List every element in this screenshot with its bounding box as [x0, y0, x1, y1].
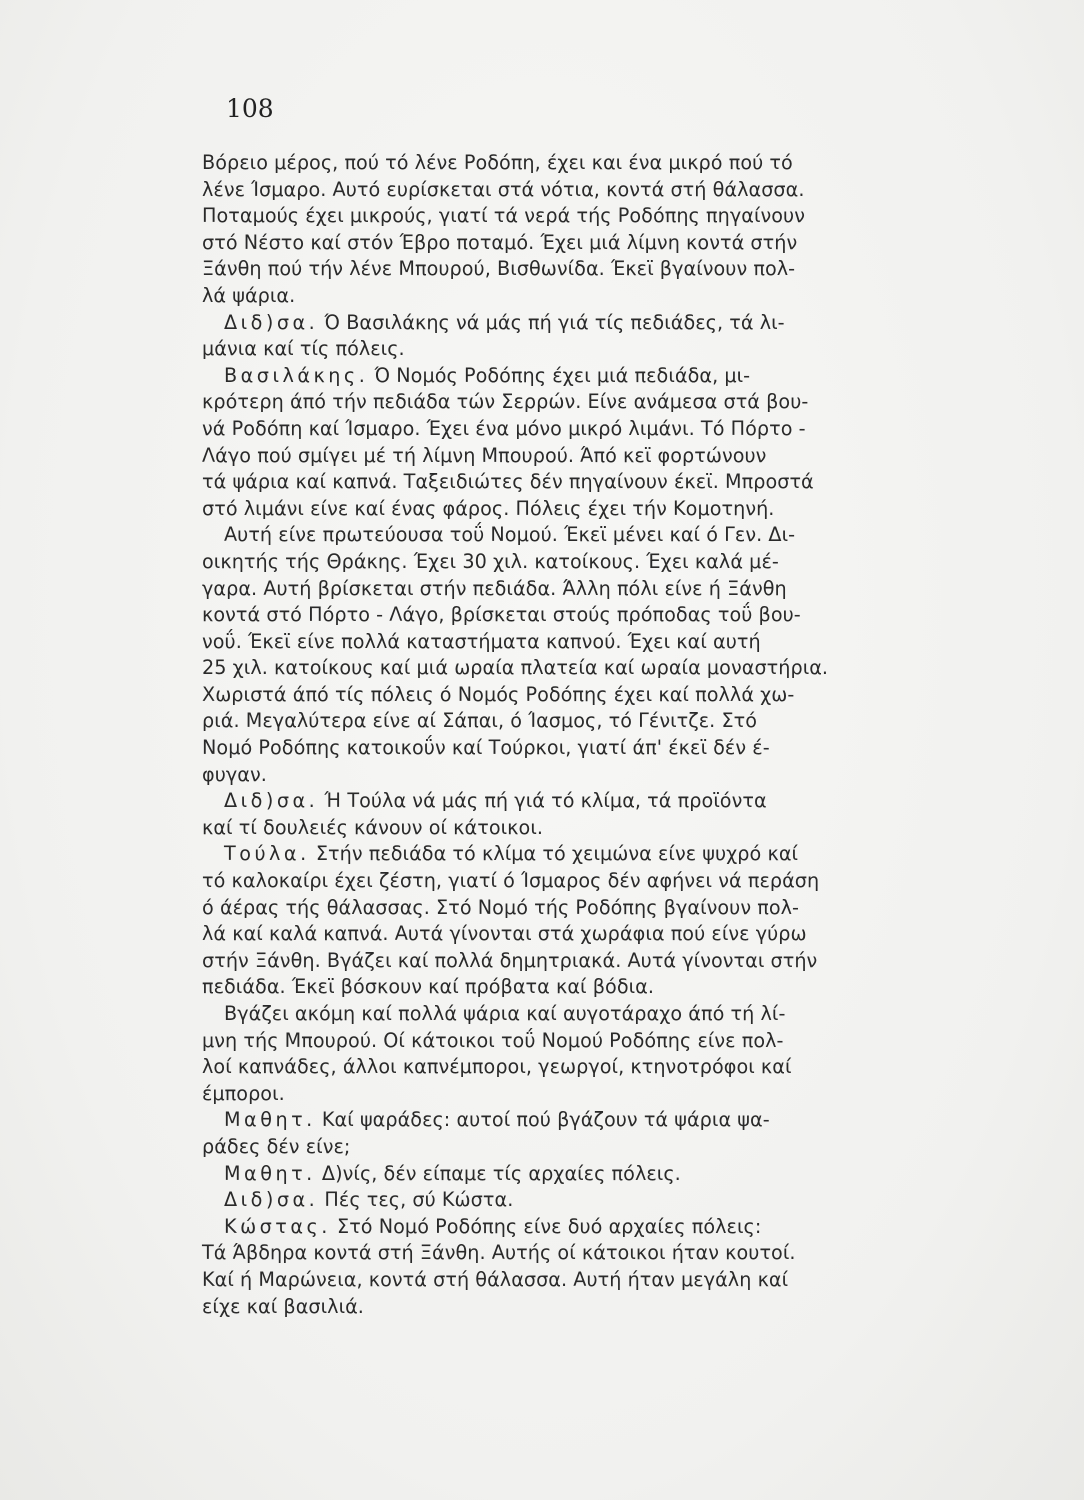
- line-text: Νομό Ροδόπης κατοικοΰν καί Τούρκοι, γιατί άπ' έκεϊ δέν έ-: [202, 736, 770, 760]
- text-line: [202, 602, 962, 629]
- text-line: [202, 708, 962, 735]
- text-line: [202, 1187, 962, 1214]
- line-text: ό άέρας τής θάλασσας. Στό Νομό τής Ροδόπης βγαίνουν πολ-: [202, 895, 800, 919]
- line-text: φυγαν.: [202, 762, 267, 786]
- text-line: [202, 522, 962, 549]
- line-text: 25 χιλ. κατοίκους καί μιά ωραία πλατεία καί ωραία μοναστήρια.: [202, 656, 829, 680]
- text-line: [202, 815, 962, 842]
- line-text: Ποταμούς έχει μικρούς, γιατί τά νερά τής Ροδόπης πηγαίνουν: [202, 204, 805, 228]
- line-text: λοί καπνάδες, άλλοι καπνέμποροι, γεωργοί, κτηνοτρόφοι καί: [202, 1055, 792, 1079]
- line-text: Καί ψαράδες: αυτοί πού βγάζουν τά ψάρια ψα-: [321, 1108, 770, 1132]
- text-line: [202, 655, 962, 682]
- line-text: νοΰ. Έκεϊ είνε πολλά καταστήματα καπνού. Έχει καί αυτή: [202, 629, 761, 653]
- text-line: [202, 841, 962, 868]
- line-text: Ό Βασιλάκης νά μάς πή γιά τίς πεδιάδες, τά λι-: [324, 310, 785, 334]
- text-line: [202, 735, 962, 762]
- line-text: στό Νέστο καί στόν Έβρο ποταμό. Έχει μιά λίμνη κοντά στήν: [202, 230, 798, 254]
- line-text: Ό Νομός Ροδόπης έχει μιά πεδιάδα, μι-: [374, 363, 751, 387]
- text-line: [202, 150, 962, 177]
- line-text: νά Ροδόπη καί Ίσμαρο. Έχει ένα μόνο μικρό λιμάνι. Τό Πόρτο -: [202, 416, 806, 440]
- text-line: [202, 1240, 962, 1267]
- text-line: [202, 469, 962, 496]
- text-line: [202, 549, 962, 576]
- text-line: [202, 576, 962, 603]
- text-line: [202, 310, 962, 337]
- line-text: ριά. Μεγαλύτερα είνε αί Σάπαι, ό Ίασμος, τό Γένιτζε. Στό: [202, 709, 758, 733]
- line-text: Αυτή είνε πρωτεύουσα τοΰ Νομού. Έκεϊ μένει καί ό Γεν. Δι-: [224, 523, 796, 547]
- text-line: [202, 256, 962, 283]
- line-text: ράδες δέν είνε;: [202, 1134, 351, 1158]
- text-line: [202, 1028, 962, 1055]
- text-line: [202, 1081, 962, 1108]
- line-text: λένε Ίσμαρο. Αυτό ευρίσκεται στά νότια, κοντά στή θάλασσα.: [202, 177, 805, 201]
- text-line: [202, 895, 962, 922]
- line-text: τό καλοκαίρι έχει ζέστη, γιατί ό Ίσμαρος δέν αφήνει νά περάση: [202, 869, 820, 893]
- text-line: [202, 1214, 962, 1241]
- line-text: κρότερη άπό τήν πεδιάδα τών Σερρών. Είνε ανάμεσα στά βου-: [202, 390, 809, 414]
- text-line: [202, 416, 962, 443]
- text-line: [202, 230, 962, 257]
- text-line: [202, 1161, 962, 1188]
- line-text: έμποροι.: [202, 1081, 285, 1105]
- text-line: [202, 1054, 962, 1081]
- line-text: γαρα. Αυτή βρίσκεται στήν πεδιάδα. Άλλη πόλι είνε ή Ξάνθη: [202, 576, 787, 600]
- speaker-name: Διδ)σα.: [224, 310, 319, 334]
- line-text: Δ)νίς, δέν είπαμε τίς αρχαίες πόλεις.: [321, 1161, 681, 1185]
- line-text: στήν Ξάνθη. Βγάζει καί πολλά δημητριακά. Αυτά γίνονται στήν: [202, 948, 818, 972]
- line-text: Χωριστά άπό τίς πόλεις ό Νομός Ροδόπης έχει καί πολλά χω-: [202, 682, 795, 706]
- speaker-name: Μαθητ.: [224, 1108, 316, 1132]
- body-text: [202, 150, 962, 1320]
- text-line: [202, 974, 962, 1001]
- text-line: [202, 788, 962, 815]
- text-line: [202, 948, 962, 975]
- line-text: Στό Νομό Ροδόπης είνε δυό αρχαίες πόλεις:: [337, 1214, 762, 1238]
- text-line: [202, 363, 962, 390]
- line-text: Ή Τούλα νά μάς πή γιά τό κλίμα, τά προϊόντα: [324, 789, 767, 813]
- line-text: Τά Άβδηρα κοντά στή Ξάνθη. Αυτής οί κάτοικοι ήταν κουτοί.: [202, 1241, 796, 1265]
- text-line: [202, 203, 962, 230]
- speaker-name: Κώστας.: [224, 1214, 331, 1238]
- line-text: τά ψάρια καί καπνά. Ταξειδιώτες δέν πηγαίνουν έκεϊ. Μπροστά: [202, 470, 814, 494]
- text-line: [202, 443, 962, 470]
- text-line: [202, 496, 962, 523]
- speaker-name: Βασιλάκης.: [224, 363, 369, 387]
- line-text: καί τί δουλειές κάνουν οί κάτοικοι.: [202, 815, 544, 839]
- line-text: Πές τες, σύ Κώστα.: [324, 1188, 514, 1212]
- line-text: πεδιάδα. Έκεϊ βόσκουν καί πρόβατα καί βόδια.: [202, 975, 655, 999]
- text-line: [202, 1134, 962, 1161]
- text-line: [202, 1107, 962, 1134]
- speaker-name: Τούλα.: [224, 842, 310, 866]
- line-text: μνη τής Μπουρού. Οί κάτοικοι τοΰ Νομού Ροδόπης είνε πολ-: [202, 1028, 784, 1052]
- text-line: [202, 1267, 962, 1294]
- text-line: [202, 336, 962, 363]
- text-line: [202, 1294, 962, 1321]
- line-text: κοντά στό Πόρτο - Λάγο, βρίσκεται στούς πρόποδας τοΰ βου-: [202, 603, 801, 627]
- line-text: μάνια καί τίς πόλεις.: [202, 337, 405, 361]
- line-text: Βόρειο μέρος, πού τό λένε Ροδόπη, έχει και ένα μικρό πού τό: [202, 151, 793, 174]
- line-text: λά ψάρια.: [202, 283, 296, 307]
- line-text: Ξάνθη πού τήν λένε Μπουρού, Βισθωνίδα. Έκεϊ βγαίνουν πολ-: [202, 257, 796, 281]
- speaker-name: Διδ)σα.: [224, 1188, 319, 1212]
- page-number: 108: [226, 94, 274, 123]
- text-line: [202, 1001, 962, 1028]
- text-line: [202, 629, 962, 656]
- line-text: στό λιμάνι είνε καί ένας φάρος. Πόλεις έχει τήν Κομοτηνή.: [202, 496, 775, 520]
- text-line: [202, 762, 962, 789]
- text-line: [202, 389, 962, 416]
- line-text: Στήν πεδιάδα τό κλίμα τό χειμώνα είνε ψυχρό καί: [315, 842, 799, 866]
- speaker-name: Διδ)σα.: [224, 789, 319, 813]
- line-text: είχε καί βασιλιά.: [202, 1294, 364, 1318]
- line-text: Καί ή Μαρώνεια, κοντά στή θάλασσα. Αυτή ήταν μεγάλη καί: [202, 1267, 789, 1291]
- speaker-name: Μαθητ.: [224, 1161, 316, 1185]
- line-text: λά καί καλά καπνά. Αυτά γίνονται στά χωράφια πού είνε γύρω: [202, 922, 807, 946]
- text-line: [202, 682, 962, 709]
- line-text: Λάγο πού σμίγει μέ τή λίμνη Μπουρού. Άπό κεϊ φορτώνουν: [202, 443, 767, 467]
- text-line: [202, 868, 962, 895]
- text-line: [202, 283, 962, 310]
- text-line: [202, 177, 962, 204]
- text-line: [202, 921, 962, 948]
- line-text: Βγάζει ακόμη καί πολλά ψάρια καί αυγοτάραχο άπό τή λί-: [224, 1002, 786, 1025]
- line-text: οικητής τής Θράκης. Έχει 30 χιλ. κατοίκους. Έχει καλά μέ-: [202, 549, 779, 573]
